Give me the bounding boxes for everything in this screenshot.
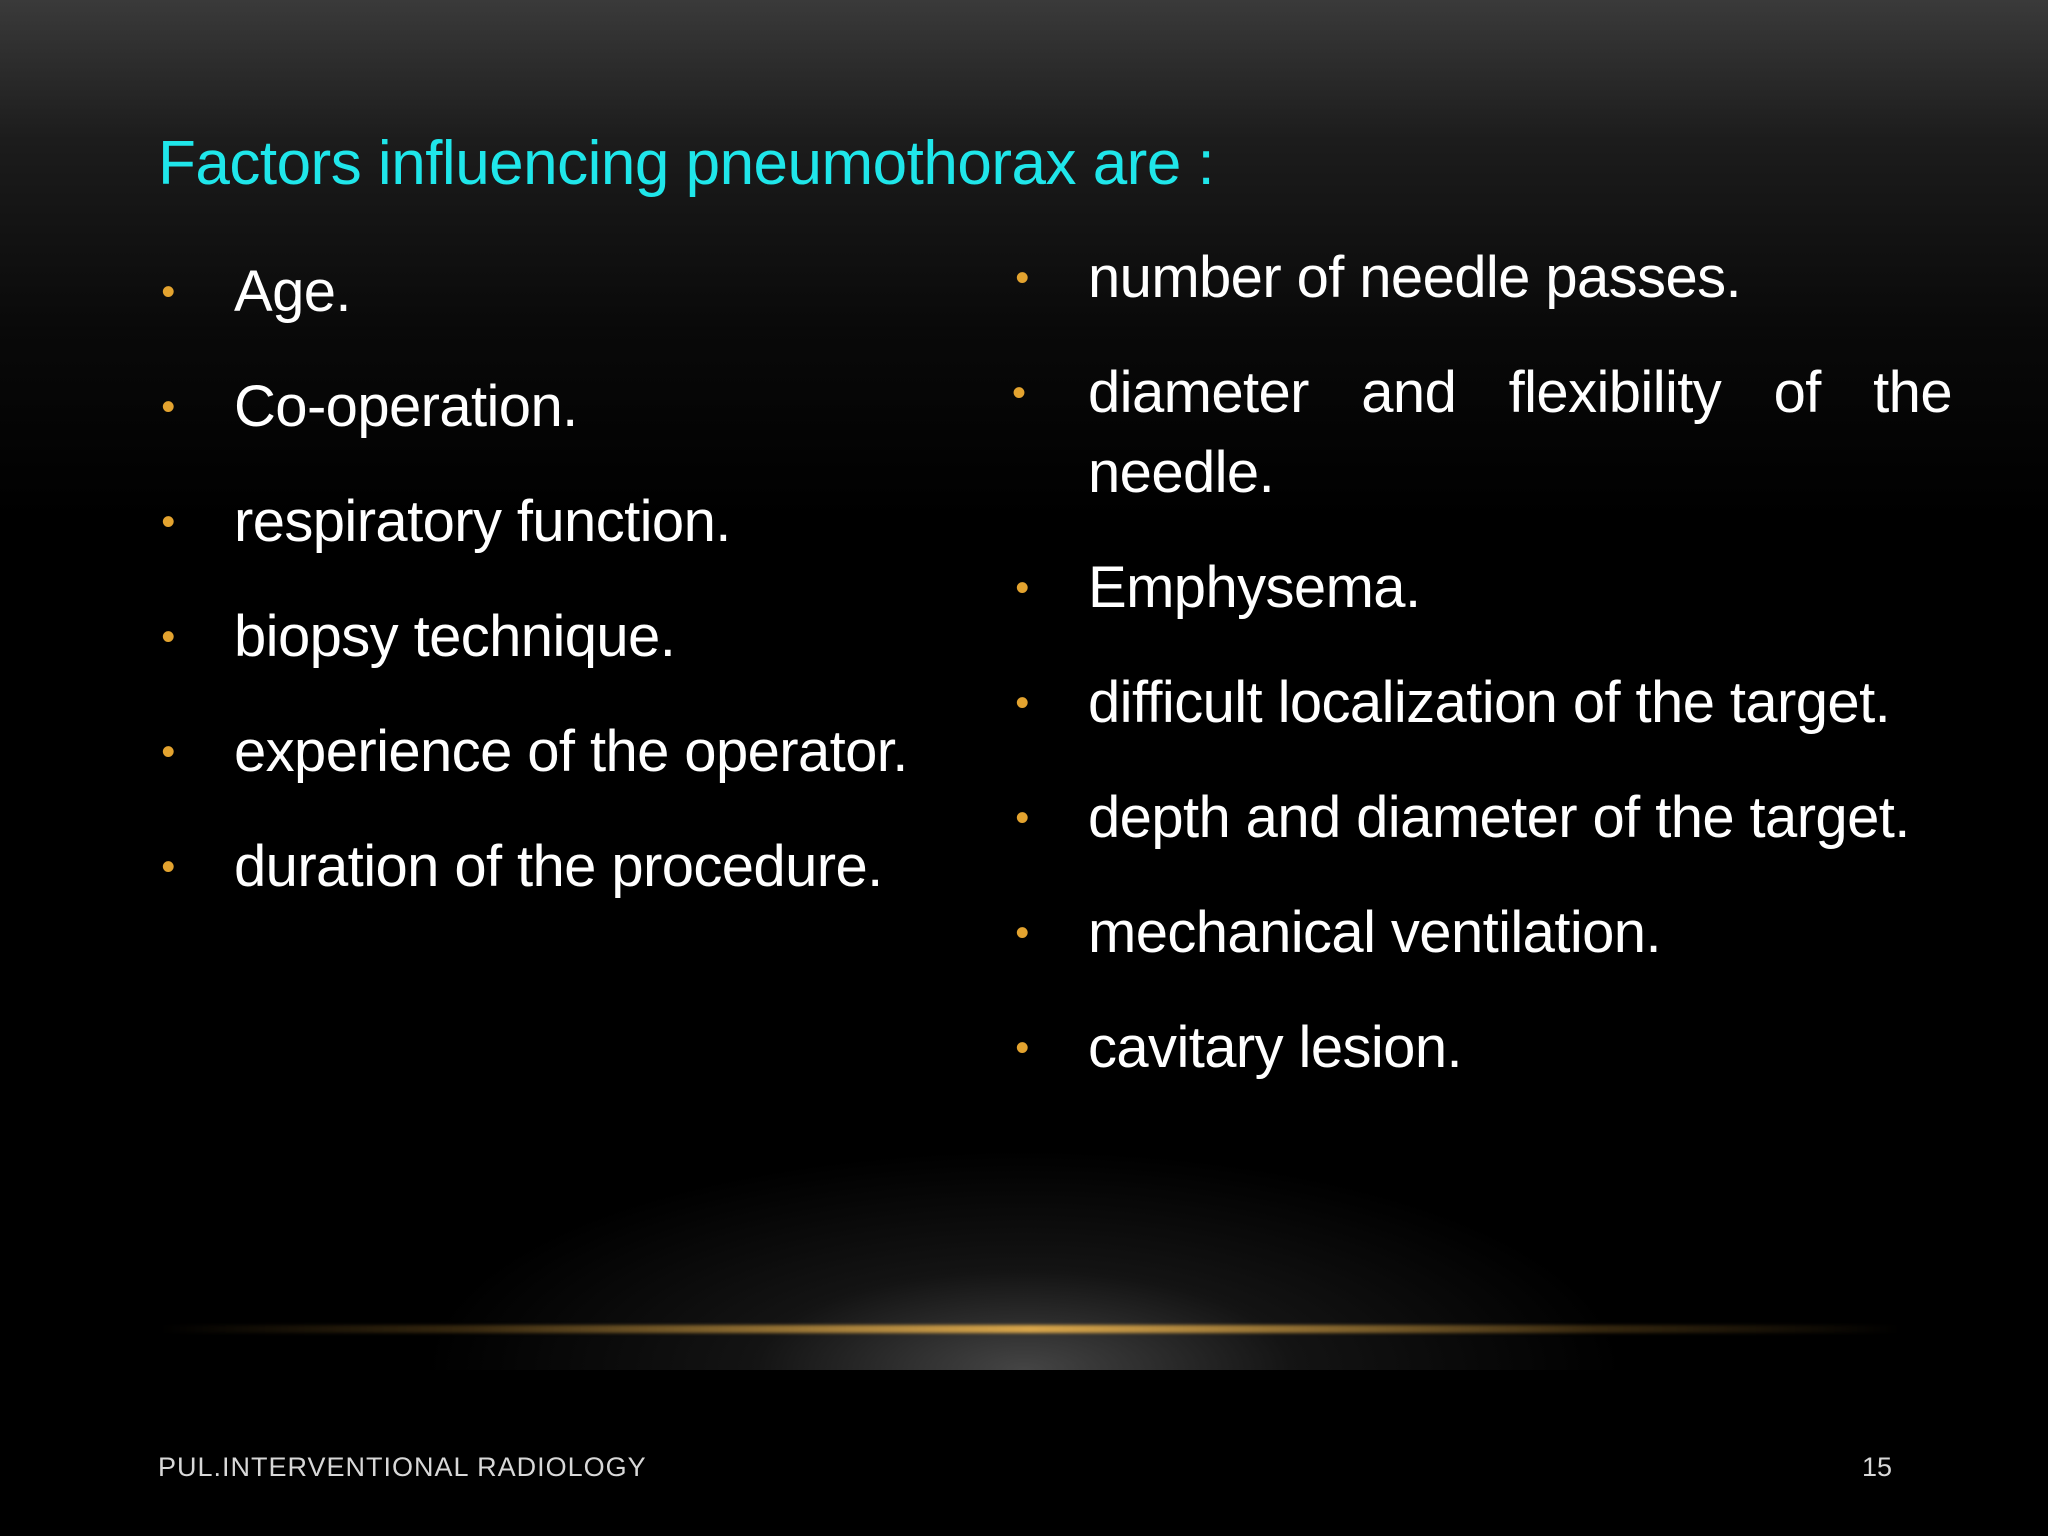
bullet-list-right	[1012, 238, 1952, 1123]
bullet-icon: •	[161, 730, 175, 774]
list-item	[158, 597, 958, 677]
list-item	[1012, 663, 1952, 743]
bullet-icon: •	[1015, 911, 1029, 955]
list-item-text: duration of the procedure.	[234, 834, 883, 899]
list-item-text: diameter and flexibility of the needle.	[1088, 360, 1952, 505]
bullet-icon: •	[1015, 566, 1029, 610]
bullet-icon: •	[161, 270, 175, 314]
list-item-text: Age.	[234, 259, 351, 324]
gold-accent-line	[160, 1325, 1900, 1333]
list-item-text: cavitary lesion.	[1088, 1015, 1462, 1080]
list-item-text: Emphysema.	[1088, 555, 1421, 620]
slide-title: Factors influencing pneumothorax are :	[158, 129, 1215, 198]
bullet-icon: •	[1015, 681, 1029, 725]
bullet-icon: •	[1015, 1026, 1029, 1070]
list-item-text: biopsy technique.	[234, 604, 676, 669]
list-item	[158, 367, 958, 447]
list-item-text: number of needle passes.	[1088, 245, 1742, 310]
spotlight-glow	[424, 1150, 1624, 1370]
list-item	[1012, 778, 1952, 858]
list-item-text: depth and diameter of the target.	[1088, 785, 1910, 850]
list-item	[158, 252, 958, 332]
list-item-text: respiratory function.	[234, 489, 731, 554]
list-item-text: mechanical ventilation.	[1088, 900, 1661, 965]
list-item-text: difficult localization of the target.	[1088, 670, 1891, 735]
list-item	[158, 827, 958, 907]
footer-title: PUL.INTERVENTIONAL RADIOLOGY	[158, 1452, 647, 1482]
list-item-text: Co-operation.	[234, 374, 578, 439]
bullet-list-left	[158, 252, 958, 942]
bullet-icon: •	[161, 385, 175, 429]
page-number: 15	[1861, 1452, 1892, 1482]
bullet-icon: •	[161, 845, 175, 889]
bullet-icon: •	[1015, 256, 1029, 300]
list-item	[1012, 1008, 1952, 1088]
list-item	[158, 482, 958, 562]
list-item	[1012, 893, 1952, 973]
bullet-icon: •	[1015, 796, 1029, 840]
bullet-icon: •	[1012, 371, 1026, 415]
list-item	[1012, 548, 1952, 628]
list-item-text: experience of the operator.	[234, 719, 908, 784]
list-item	[1012, 238, 1952, 318]
list-item	[158, 712, 958, 792]
list-item	[1012, 353, 1952, 513]
bullet-icon: •	[161, 615, 175, 659]
bullet-icon: •	[161, 500, 175, 544]
